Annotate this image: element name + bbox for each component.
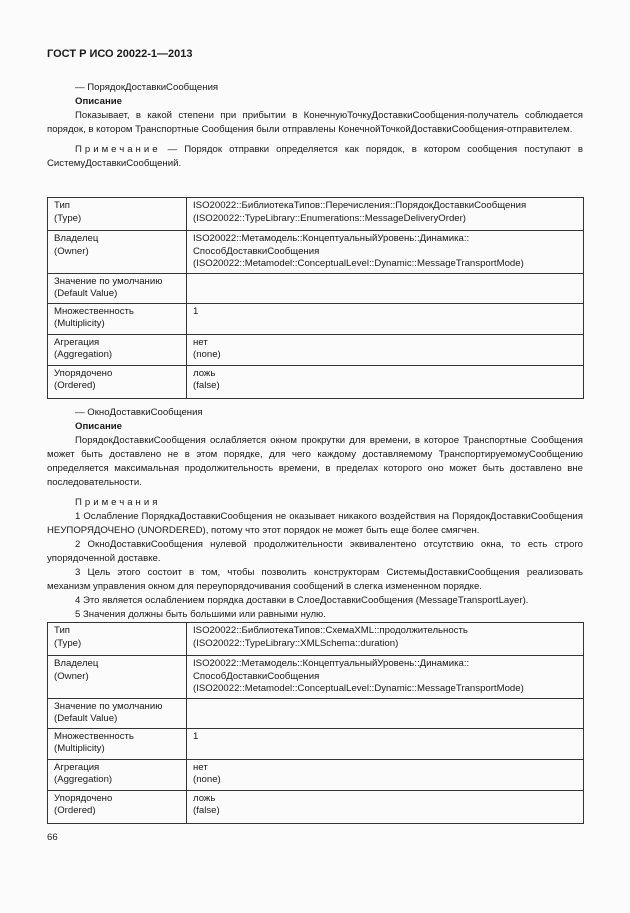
property-value: (ISO20022::Metamodel::ConceptualLevel::Dynamic::MessageTransportMode)	[193, 683, 524, 694]
property-value-cell	[187, 334, 584, 365]
property-value-cell	[187, 303, 584, 334]
table-row	[48, 365, 584, 398]
page-number: 66	[47, 832, 58, 843]
property-name-cell	[48, 273, 187, 303]
property-value-cell	[187, 231, 584, 274]
property-name: Упорядочено	[54, 367, 113, 379]
property-name-cell	[48, 759, 187, 790]
property-value: нет	[193, 761, 208, 773]
property-name: (Type)	[54, 212, 82, 224]
property-value: ISO20022::Метамодель::КонцептуальныйУровень::Динамика::	[193, 233, 470, 244]
property-value: (ISO20022::TypeLibrary::Enumerations::MessageDeliveryOrder)	[193, 212, 467, 224]
property-value-cell	[187, 759, 584, 790]
property-name-cell	[48, 656, 187, 699]
property-name: (Ordered)	[54, 805, 96, 816]
property-value: СпособДоставкиСообщения	[193, 670, 320, 682]
property-value: 1	[193, 730, 199, 742]
property-value-cell	[187, 656, 584, 699]
table-row	[48, 198, 584, 231]
property-name: (Owner)	[54, 245, 89, 257]
property-name: (Default Value)	[54, 288, 118, 299]
property-name: Множественность	[54, 305, 134, 317]
document-header: ГОСТ Р ИСО 20022-1—2013	[47, 48, 193, 60]
table-row	[48, 759, 584, 790]
property-name-cell	[48, 231, 187, 274]
section-message-delivery-order	[47, 81, 583, 171]
property-name: (Aggregation)	[54, 349, 113, 360]
table-row	[48, 334, 584, 365]
property-name: (Aggregation)	[54, 774, 113, 785]
property-value-cell	[187, 698, 584, 728]
property-name: Значение по умолчанию	[54, 275, 163, 287]
property-value: ложь	[193, 792, 216, 804]
section-message-delivery-window	[47, 406, 583, 622]
note-item: 4 Это является ослаблением порядка доставки в СлоеДоставкиСообщения (MessageTransportLayer).	[75, 595, 529, 606]
property-name-cell	[48, 728, 187, 759]
note-item: 5 Значения должны быть большими или равными нулю.	[75, 609, 326, 620]
note-item: 1 Ослабление ПорядкаДоставкиСообщения не оказывает никакого воздействия на ПорядокДоставкиСообщения НЕУПОРЯДОЧЕНО (UNORDERED), потому что этот порядок не может быть еще более смягчен.	[47, 511, 583, 536]
property-name: (Type)	[54, 637, 82, 649]
property-value-cell	[187, 198, 584, 231]
property-name: Владелец	[54, 658, 99, 669]
attributes-table-2	[47, 622, 584, 824]
property-value-cell	[187, 273, 584, 303]
property-name-cell	[48, 334, 187, 365]
table-row	[48, 623, 584, 656]
property-name: (Multiplicity)	[54, 318, 105, 329]
note-label: Примечание	[75, 144, 161, 155]
table-row	[48, 698, 584, 728]
property-value: ISO20022::Метамодель::КонцептуальныйУровень::Динамика::	[193, 658, 470, 669]
property-name: Значение по умолчанию	[54, 700, 163, 712]
property-value-cell	[187, 623, 584, 656]
description-text: ПорядокДоставкиСообщения ослабляется окном прокрутки для времени, в которое Транспортные Сообщения может быть доставлено не в этом порядке, для чего каждому доставляемому ТранспортируемомуСообщению определяется максимальная продолжительность времени, в пределах которого оно может быть доставлено вне последовательности.	[47, 435, 583, 488]
property-name-cell	[48, 198, 187, 231]
property-name: (Default Value)	[54, 713, 118, 724]
property-value: (false)	[193, 380, 220, 391]
note-item: 2 ОкноДоставкиСообщения нулевой продолжительности эквивалентено отсутствию окна, то есть строго упорядоченной доставке.	[47, 539, 583, 564]
description-text: Показывает, в какой степени при прибытии в КонечнуюТочкуДоставкиСообщения-получатель соблюдается порядок, в котором Транспортные Сообщения были отправлены КонечнойТочкойДоставкиСообщения-отправителем.	[47, 110, 583, 135]
property-name: (Ordered)	[54, 380, 96, 391]
section-title: — ОкноДоставкиСообщения	[75, 407, 203, 418]
property-name-cell	[48, 698, 187, 728]
property-name-cell	[48, 303, 187, 334]
property-value: (none)	[193, 349, 221, 360]
table-row	[48, 656, 584, 699]
property-name: Тип	[54, 200, 70, 211]
description-heading: Описание	[75, 421, 122, 432]
property-name-cell	[48, 365, 187, 398]
property-name: (Multiplicity)	[54, 743, 105, 754]
property-name-cell	[48, 790, 187, 823]
table-row	[48, 728, 584, 759]
property-name-cell	[48, 623, 187, 656]
property-name: (Owner)	[54, 670, 89, 682]
property-value: ISO20022::БиблиотекаТипов::Перечисления::ПорядокДоставкиСообщения	[193, 200, 527, 211]
table-row	[48, 303, 584, 334]
property-value: (ISO20022::TypeLibrary::XMLSchema::duration)	[193, 637, 399, 649]
table-row	[48, 790, 584, 823]
description-heading: Описание	[75, 96, 122, 107]
property-name: Тип	[54, 625, 70, 636]
property-value-cell	[187, 365, 584, 398]
attributes-table-1	[47, 197, 584, 399]
property-name: Упорядочено	[54, 792, 113, 804]
property-name: Множественность	[54, 730, 134, 742]
table-row	[48, 273, 584, 303]
note-item: 3 Цель этого состоит в том, чтобы позволить конструкторам СистемыДоставкиСообщения реализовать механизм управления окном для переупорядочивания сообщений в слегка измененном порядке.	[47, 567, 583, 592]
property-value: 1	[193, 305, 199, 317]
notes-label: Примечания	[75, 497, 161, 508]
property-value: ISO20022::БиблиотекаТипов::СхемаXML::продолжительность	[193, 625, 468, 636]
property-value: (ISO20022::Metamodel::ConceptualLevel::Dynamic::MessageTransportMode)	[193, 258, 524, 269]
property-value: (none)	[193, 774, 221, 785]
property-name: Агрегация	[54, 761, 100, 773]
property-name: Агрегация	[54, 336, 100, 348]
property-value: ложь	[193, 367, 216, 379]
property-value: нет	[193, 336, 208, 348]
note-text: — Порядок отправки определяется как порядок, в котором сообщения поступают в СистемуДоставкиСообщений.	[47, 144, 583, 169]
property-name: Владелец	[54, 233, 99, 244]
property-value: (false)	[193, 805, 220, 816]
property-value-cell	[187, 728, 584, 759]
table-row	[48, 231, 584, 274]
section-title: — ПорядокДоставкиСообщения	[75, 82, 219, 93]
property-value-cell	[187, 790, 584, 823]
property-value: СпособДоставкиСообщения	[193, 245, 320, 257]
